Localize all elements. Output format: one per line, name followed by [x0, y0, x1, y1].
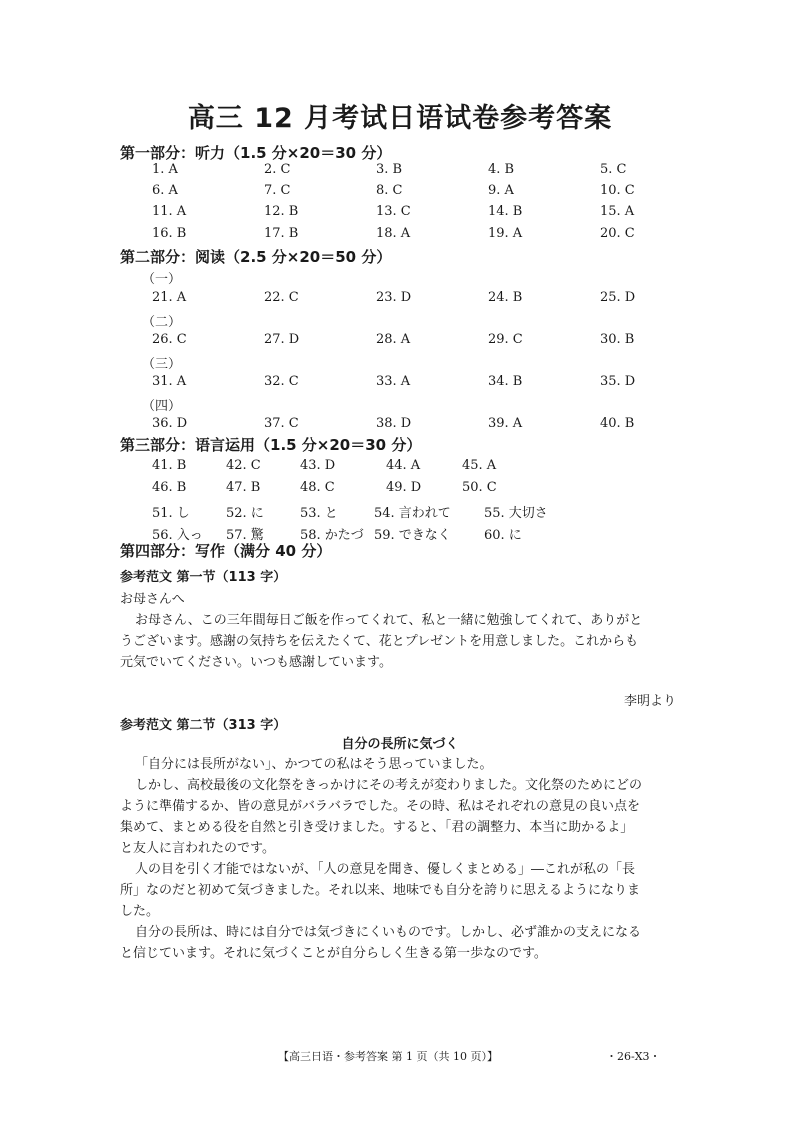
page-title: 高三 12 月考试日语试卷参考答案: [187, 103, 613, 134]
answer-item: 4. B: [488, 162, 515, 177]
answer-item: 11. A: [152, 204, 187, 219]
answer-item: 59. できなく: [374, 528, 451, 543]
essay2-line: と友人に言われたのです。: [120, 841, 275, 856]
answer-item: 46. B: [152, 480, 187, 495]
answer-item: 13. C: [376, 204, 411, 219]
answer-item: 30. B: [600, 332, 635, 347]
essay1-line: お母さん、この三年間毎日ご飯を作ってくれて、私と一緒に勉強してくれて、ありがと: [135, 613, 643, 628]
answer-item: 57. 驚: [226, 528, 264, 543]
answer-item: 22. C: [264, 290, 299, 305]
answer-item: 26. C: [152, 332, 187, 347]
answer-item: 8. C: [376, 183, 403, 198]
answer-item: 9. A: [488, 183, 514, 198]
answer-item: 47. B: [226, 480, 261, 495]
answer-item: 23. D: [376, 290, 412, 305]
answer-item: 54. 言われて: [374, 506, 451, 521]
answer-item: 12. B: [264, 204, 299, 219]
essay2-label: 参考范文 第二节（313 字）: [120, 718, 287, 733]
page-code: ・26-X3・: [606, 1050, 661, 1063]
answer-item: 3. B: [376, 162, 403, 177]
part2-heading: 第二部分：阅读（2.5 分×20＝50 分）: [120, 248, 392, 266]
part3-heading: 第三部分：语言运用（1.5 分×20＝30 分）: [120, 436, 422, 454]
answer-item: 38. D: [376, 416, 412, 431]
answer-item: 33. A: [376, 374, 411, 389]
answer-item: 51. し: [152, 506, 190, 521]
answer-item: 39. A: [488, 416, 523, 431]
answer-item: 1. A: [152, 162, 178, 177]
answer-item: 7. C: [264, 183, 291, 198]
essay2-line: と信じています。それに気づくことが自分らしく生きる第一歩なのです。: [120, 946, 547, 961]
essay1-line: 元気でいてください。いつも感謝しています。: [120, 655, 392, 670]
essay2-line: 人の目を引く才能ではないが、「人の意見を聞き、優しくまとめる」―これが私の「長: [135, 862, 635, 877]
essay2-line: 集めて、まとめる役を自然と引き受けました。すると、「君の調整力、本当に助かるよ」: [120, 820, 634, 835]
answer-item: 19. A: [488, 226, 523, 241]
answer-item: 36. D: [152, 416, 188, 431]
answer-item: 50. C: [462, 480, 497, 495]
answer-item: 56. 入っ: [152, 528, 203, 543]
answer-item: 49. D: [386, 480, 422, 495]
part2-group-label: （三）: [142, 357, 182, 372]
answer-item: 34. B: [488, 374, 523, 389]
answer-item: 60. に: [484, 528, 522, 543]
answer-item: 48. C: [300, 480, 335, 495]
answer-item: 43. D: [300, 458, 336, 473]
essay2-line: 所」なのだと初めて気づきました。それ以来、地味でも自分を誇りに思えるようになりま: [120, 883, 641, 898]
answer-item: 16. B: [152, 226, 187, 241]
answer-item: 15. A: [600, 204, 635, 219]
answer-item: 55. 大切さ: [484, 506, 548, 521]
answer-item: 14. B: [488, 204, 523, 219]
answer-item: 31. A: [152, 374, 187, 389]
answer-item: 35. D: [600, 374, 636, 389]
answer-item: 2. C: [264, 162, 291, 177]
answer-item: 40. B: [600, 416, 635, 431]
answer-item: 6. A: [152, 183, 178, 198]
essay2-line: 「自分には長所がない」、かつての私はそう思っていました。: [135, 757, 493, 772]
answer-item: 17. B: [264, 226, 299, 241]
answer-item: 37. C: [264, 416, 299, 431]
answer-item: 25. D: [600, 290, 636, 305]
essay2-line: ように準備するか、皆の意見がバラバラでした。その時、私はそれぞれの意見の良い点を: [120, 799, 641, 814]
answer-item: 10. C: [600, 183, 635, 198]
answer-item: 28. A: [376, 332, 411, 347]
answer-item: 18. A: [376, 226, 411, 241]
answer-item: 45. A: [462, 458, 497, 473]
essay2-line: した。: [120, 904, 160, 919]
answer-item: 20. C: [600, 226, 635, 241]
essay1-greeting: お母さんへ: [120, 592, 185, 607]
answer-item: 41. B: [152, 458, 187, 473]
essay2-line: 自分の長所は、時には自分では気づきにくいものです。しかし、必ず誰かの支えになる: [135, 925, 641, 940]
part2-group-label: （一）: [142, 272, 182, 287]
page-footer: 【高三日语・参考答案 第 1 页（共 10 页）】: [278, 1050, 498, 1063]
part1-heading: 第一部分：听力（1.5 分×20＝30 分）: [120, 144, 392, 162]
answer-item: 5. C: [600, 162, 627, 177]
answer-item: 27. D: [264, 332, 300, 347]
answer-item: 52. に: [226, 506, 264, 521]
part4-heading: 第四部分：写作（满分 40 分）: [120, 542, 332, 560]
essay1-label: 参考范文 第一节（113 字）: [120, 570, 287, 585]
essay1-line: うございます。感謝の気持ちを伝えたくて、花とプレゼントを用意しました。これからも: [120, 634, 639, 649]
answer-item: 44. A: [386, 458, 421, 473]
answer-item: 29. C: [488, 332, 523, 347]
part2-group-label: （二）: [142, 315, 182, 330]
essay1-signature: 李明より: [624, 694, 677, 709]
answer-item: 58. かたづ: [300, 528, 364, 543]
answer-item: 42. C: [226, 458, 261, 473]
essay2-title: 自分の長所に気づく: [341, 737, 459, 752]
answer-item: 24. B: [488, 290, 523, 305]
part2-group-label: （四）: [142, 399, 182, 414]
answer-item: 21. A: [152, 290, 187, 305]
answer-item: 32. C: [264, 374, 299, 389]
essay2-line: しかし、高校最後の文化祭をきっかけにその考えが変わりました。文化祭のためにどの: [135, 778, 643, 793]
answer-item: 53. と: [300, 506, 338, 521]
